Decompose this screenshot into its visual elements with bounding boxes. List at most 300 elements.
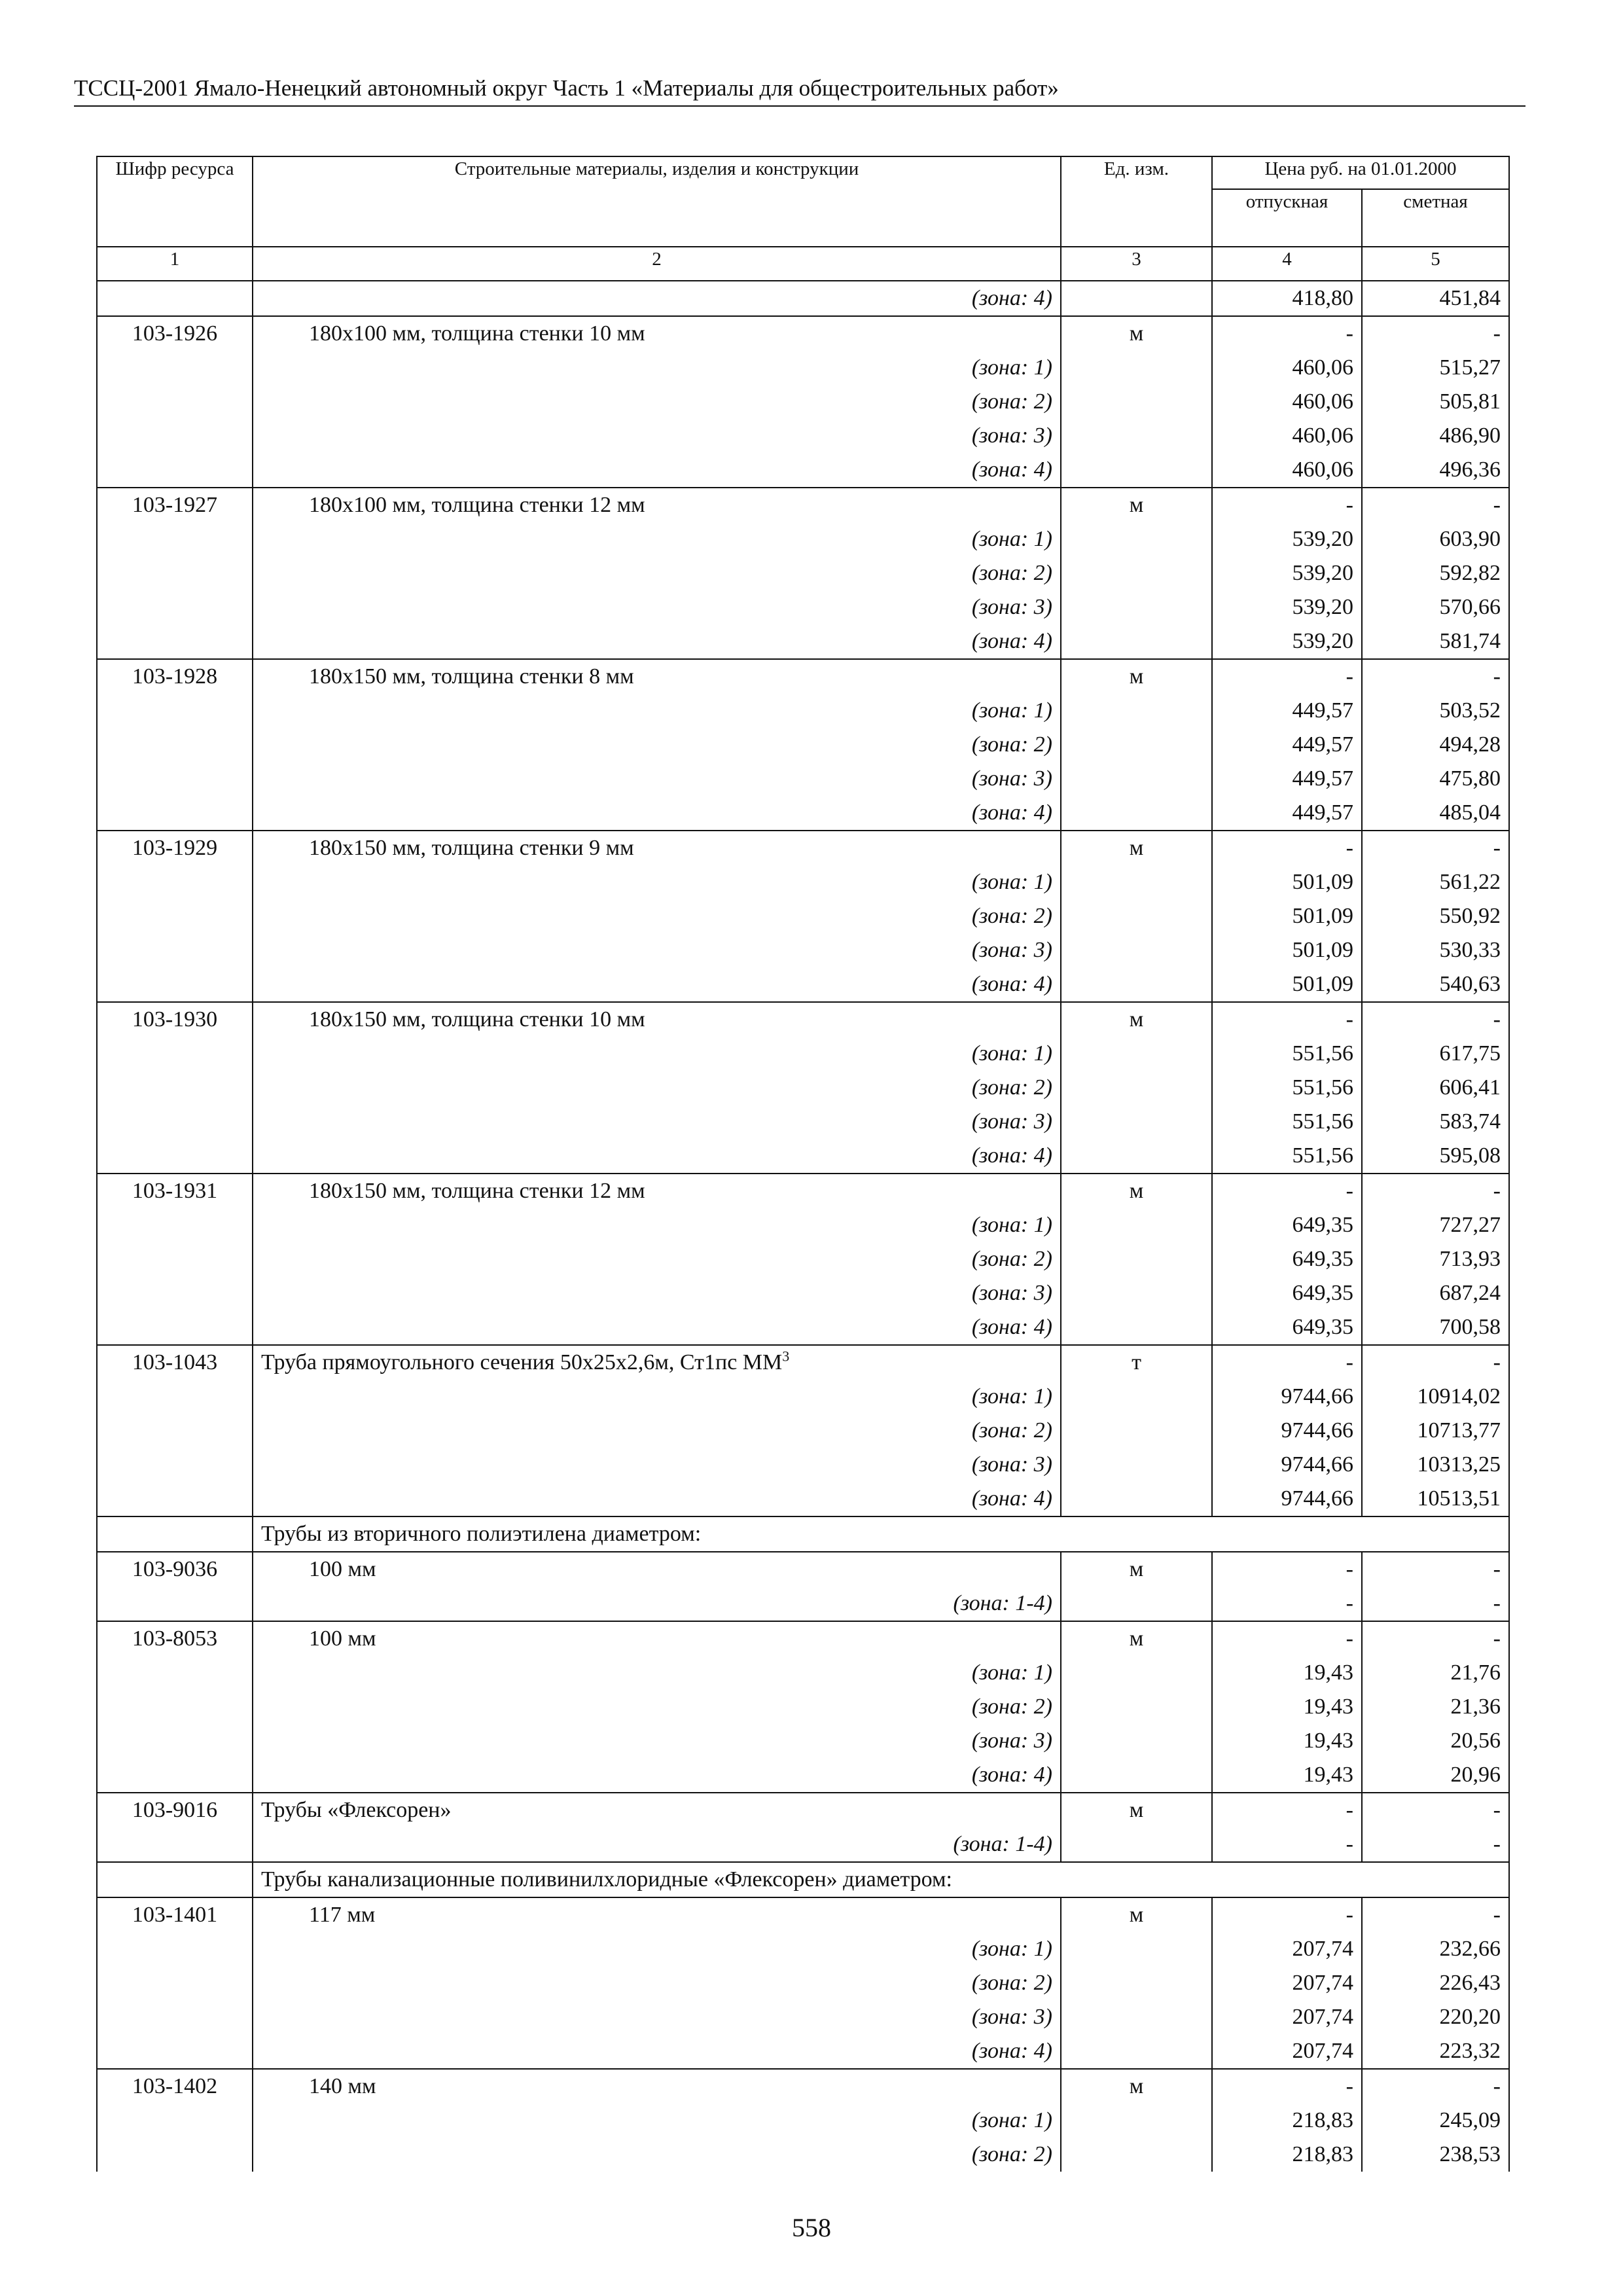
table-row xyxy=(97,385,1509,419)
cell-name: 140 мм xyxy=(253,2069,1061,2104)
col-header-estimate: сметная xyxy=(1362,189,1509,247)
table-row xyxy=(97,590,1509,624)
cell-code xyxy=(97,728,253,762)
cell-release-price: 649,35 xyxy=(1212,1208,1362,1242)
cell-estimate-price: 494,28 xyxy=(1362,728,1509,762)
cell-zone: (зона: 2) xyxy=(253,1966,1061,2000)
cell-estimate-price: 540,63 xyxy=(1362,967,1509,1002)
cell-release-price: 460,06 xyxy=(1212,351,1362,385)
table-row xyxy=(97,1587,1509,1621)
table-row xyxy=(97,1174,1509,1208)
cell-estimate-price: - xyxy=(1362,831,1509,865)
cell-unit: м xyxy=(1061,659,1212,694)
cell-unit xyxy=(1061,728,1212,762)
table-row xyxy=(97,2138,1509,2172)
cell-release-price: 551,56 xyxy=(1212,1037,1362,1071)
cell-zone: (зона: 3) xyxy=(253,1276,1061,1310)
cell-release-price: - xyxy=(1212,1174,1362,1208)
table-row xyxy=(97,1105,1509,1139)
cell-release-price: - xyxy=(1212,1587,1362,1621)
cell-code xyxy=(97,796,253,831)
cell-unit xyxy=(1061,1380,1212,1414)
cell-release-price: 649,35 xyxy=(1212,1310,1362,1345)
table-row xyxy=(97,659,1509,694)
table-row xyxy=(97,2000,1509,2034)
cell-release-price: 501,09 xyxy=(1212,899,1362,933)
cell-unit xyxy=(1061,1071,1212,1105)
cell-name: 180x100 мм, толщина стенки 12 мм xyxy=(253,488,1061,522)
superscript: 3 xyxy=(782,1348,790,1365)
table-row xyxy=(97,762,1509,796)
cell-unit xyxy=(1061,624,1212,659)
cell-estimate-price: - xyxy=(1362,316,1509,351)
cell-estimate-price: 496,36 xyxy=(1362,453,1509,488)
cell-estimate-price: 10313,25 xyxy=(1362,1448,1509,1482)
cell-code xyxy=(97,694,253,728)
cell-unit xyxy=(1061,1724,1212,1758)
table-row xyxy=(97,522,1509,556)
cell-code xyxy=(97,1208,253,1242)
table-body xyxy=(97,281,1509,2172)
cell-estimate-price: 505,81 xyxy=(1362,385,1509,419)
cell-unit: м xyxy=(1061,488,1212,522)
cell-estimate-price: 606,41 xyxy=(1362,1071,1509,1105)
cell-estimate-price: 687,24 xyxy=(1362,1276,1509,1310)
table-row xyxy=(97,1793,1509,1827)
cell-unit xyxy=(1061,796,1212,831)
table-row xyxy=(97,1345,1509,1380)
cell-name: 180x150 мм, толщина стенки 12 мм xyxy=(253,1174,1061,1208)
cell-zone: (зона: 4) xyxy=(253,281,1061,316)
cell-zone: (зона: 1-4) xyxy=(253,1827,1061,1862)
cell-zone: (зона: 1) xyxy=(253,1037,1061,1071)
cell-code xyxy=(97,1310,253,1345)
table-row xyxy=(97,1827,1509,1862)
cell-unit xyxy=(1061,2138,1212,2172)
cell-estimate-price: 570,66 xyxy=(1362,590,1509,624)
cell-zone: (зона: 2) xyxy=(253,385,1061,419)
cell-release-price: 207,74 xyxy=(1212,1932,1362,1966)
cell-unit: т xyxy=(1061,1345,1212,1380)
cell-release-price: 649,35 xyxy=(1212,1242,1362,1276)
table-row xyxy=(97,1966,1509,2000)
cell-zone: (зона: 3) xyxy=(253,762,1061,796)
table-row xyxy=(97,1482,1509,1516)
cell-code: 103-1928 xyxy=(97,659,253,694)
table-row xyxy=(97,796,1509,831)
cell-code xyxy=(97,1724,253,1758)
cell-estimate-price: 21,36 xyxy=(1362,1690,1509,1724)
cell-unit xyxy=(1061,1139,1212,1174)
cell-zone: (зона: 2) xyxy=(253,899,1061,933)
cell-unit xyxy=(1061,1310,1212,1345)
table-row xyxy=(97,1037,1509,1071)
cell-release-price: 207,74 xyxy=(1212,2000,1362,2034)
col-number: 2 xyxy=(253,247,1061,281)
table-row xyxy=(97,2034,1509,2069)
cell-code xyxy=(97,1139,253,1174)
table-head xyxy=(97,156,1509,281)
table-row xyxy=(97,453,1509,488)
cell-code xyxy=(97,1587,253,1621)
cell-name: 180x150 мм, толщина стенки 9 мм xyxy=(253,831,1061,865)
cell-zone: (зона: 2) xyxy=(253,556,1061,590)
cell-unit: м xyxy=(1061,1174,1212,1208)
cell-code xyxy=(97,1105,253,1139)
cell-zone: (зона: 4) xyxy=(253,2034,1061,2069)
table-row xyxy=(97,1242,1509,1276)
cell-unit: м xyxy=(1061,1897,1212,1932)
table-row xyxy=(97,1552,1509,1587)
cell-unit: м xyxy=(1061,2069,1212,2104)
cell-estimate-price: 617,75 xyxy=(1362,1037,1509,1071)
cell-estimate-price: - xyxy=(1362,1587,1509,1621)
header-rule xyxy=(74,105,1525,107)
table-row xyxy=(97,419,1509,453)
cell-unit xyxy=(1061,1448,1212,1482)
cell-code xyxy=(97,1827,253,1862)
cell-estimate-price: - xyxy=(1362,1827,1509,1862)
cell-zone: (зона: 1) xyxy=(253,1208,1061,1242)
cell-code xyxy=(97,2138,253,2172)
col-number: 3 xyxy=(1061,247,1212,281)
cell-unit xyxy=(1061,933,1212,967)
table-row xyxy=(97,728,1509,762)
cell-zone: (зона: 2) xyxy=(253,1071,1061,1105)
cell-code xyxy=(97,419,253,453)
table-row xyxy=(97,316,1509,351)
cell-estimate-price: 20,96 xyxy=(1362,1758,1509,1793)
cell-code xyxy=(97,1516,253,1552)
cell-name xyxy=(253,1345,1061,1380)
cell-code xyxy=(97,2034,253,2069)
cell-estimate-price: - xyxy=(1362,1793,1509,1827)
cell-release-price: 207,74 xyxy=(1212,2034,1362,2069)
cell-code: 103-1929 xyxy=(97,831,253,865)
cell-unit xyxy=(1061,590,1212,624)
cell-zone: (зона: 2) xyxy=(253,1414,1061,1448)
cell-release-price: 19,43 xyxy=(1212,1656,1362,1690)
cell-release-price: 539,20 xyxy=(1212,522,1362,556)
cell-unit xyxy=(1061,1105,1212,1139)
cell-zone: (зона: 2) xyxy=(253,1242,1061,1276)
cell-unit xyxy=(1061,1966,1212,2000)
cell-code: 103-1930 xyxy=(97,1002,253,1037)
cell-unit xyxy=(1061,762,1212,796)
cell-zone: (зона: 3) xyxy=(253,1448,1061,1482)
cell-zone: (зона: 2) xyxy=(253,1690,1061,1724)
cell-release-price: - xyxy=(1212,1552,1362,1587)
cell-unit xyxy=(1061,556,1212,590)
cell-code xyxy=(97,1932,253,1966)
cell-unit: м xyxy=(1061,831,1212,865)
cell-unit xyxy=(1061,351,1212,385)
cell-code xyxy=(97,865,253,899)
cell-estimate-price: 20,56 xyxy=(1362,1724,1509,1758)
cell-zone: (зона: 4) xyxy=(253,1139,1061,1174)
section-title: Трубы из вторичного полиэтилена диаметром: xyxy=(253,1516,1509,1552)
table-row xyxy=(97,1139,1509,1174)
cell-name: 180x150 мм, толщина стенки 8 мм xyxy=(253,659,1061,694)
cell-code xyxy=(97,1482,253,1516)
cell-code xyxy=(97,1690,253,1724)
cell-unit: м xyxy=(1061,1002,1212,1037)
cell-zone: (зона: 3) xyxy=(253,1724,1061,1758)
table-row xyxy=(97,1071,1509,1105)
cell-estimate-price: 583,74 xyxy=(1362,1105,1509,1139)
cell-zone: (зона: 1) xyxy=(253,694,1061,728)
cell-zone: (зона: 4) xyxy=(253,967,1061,1002)
cell-estimate-price: 223,32 xyxy=(1362,2034,1509,2069)
page-header: ТССЦ-2001 Ямало-Ненецкий автономный округ Часть 1 «Материалы для общестроительных работ» xyxy=(74,75,1059,101)
table-row xyxy=(97,1621,1509,1656)
cell-code xyxy=(97,1862,253,1897)
cell-release-price: 218,83 xyxy=(1212,2104,1362,2138)
cell-release-price: 418,80 xyxy=(1212,281,1362,316)
cell-release-price: 449,57 xyxy=(1212,762,1362,796)
cell-estimate-price: - xyxy=(1362,1897,1509,1932)
cell-unit xyxy=(1061,522,1212,556)
table-row xyxy=(97,1724,1509,1758)
cell-code xyxy=(97,2104,253,2138)
cell-code xyxy=(97,624,253,659)
cell-release-price: - xyxy=(1212,1827,1362,1862)
cell-code xyxy=(97,933,253,967)
cell-estimate-price: 581,74 xyxy=(1362,624,1509,659)
cell-code xyxy=(97,1242,253,1276)
cell-release-price: 19,43 xyxy=(1212,1758,1362,1793)
cell-code xyxy=(97,351,253,385)
cell-code: 103-1927 xyxy=(97,488,253,522)
cell-release-price: 539,20 xyxy=(1212,590,1362,624)
cell-code: 103-1043 xyxy=(97,1345,253,1380)
table-row xyxy=(97,1002,1509,1037)
cell-code xyxy=(97,1448,253,1482)
table-row xyxy=(97,1208,1509,1242)
cell-estimate-price: 232,66 xyxy=(1362,1932,1509,1966)
cell-code xyxy=(97,590,253,624)
table-row xyxy=(97,1932,1509,1966)
cell-unit xyxy=(1061,899,1212,933)
cell-release-price: - xyxy=(1212,1793,1362,1827)
cell-estimate-price: 21,76 xyxy=(1362,1656,1509,1690)
table-row xyxy=(97,556,1509,590)
cell-zone: (зона: 2) xyxy=(253,2138,1061,2172)
cell-zone: (зона: 1) xyxy=(253,1656,1061,1690)
cell-release-price: 460,06 xyxy=(1212,453,1362,488)
cell-estimate-price: - xyxy=(1362,488,1509,522)
cell-zone: (зона: 3) xyxy=(253,419,1061,453)
cell-unit xyxy=(1061,1276,1212,1310)
cell-name: 100 мм xyxy=(253,1552,1061,1587)
cell-zone: (зона: 3) xyxy=(253,590,1061,624)
table-row xyxy=(97,1380,1509,1414)
cell-estimate-price: 595,08 xyxy=(1362,1139,1509,1174)
table-row xyxy=(97,2104,1509,2138)
table-row xyxy=(97,1414,1509,1448)
cell-unit xyxy=(1061,2034,1212,2069)
cell-release-price: 449,57 xyxy=(1212,694,1362,728)
cell-estimate-price: 530,33 xyxy=(1362,933,1509,967)
cell-code xyxy=(97,1380,253,1414)
col-header-unit: Ед. изм. xyxy=(1061,156,1212,247)
cell-release-price: 501,09 xyxy=(1212,865,1362,899)
cell-code xyxy=(97,281,253,316)
cell-unit xyxy=(1061,281,1212,316)
cell-estimate-price: 503,52 xyxy=(1362,694,1509,728)
col-header-code: Шифр ресурса xyxy=(97,156,253,247)
cell-code xyxy=(97,1966,253,2000)
cell-zone: (зона: 3) xyxy=(253,1105,1061,1139)
cell-estimate-price: - xyxy=(1362,1621,1509,1656)
cell-code xyxy=(97,453,253,488)
cell-unit xyxy=(1061,1208,1212,1242)
cell-code: 103-1401 xyxy=(97,1897,253,1932)
table-row xyxy=(97,865,1509,899)
col-number: 4 xyxy=(1212,247,1362,281)
cell-zone: (зона: 4) xyxy=(253,624,1061,659)
cell-zone: (зона: 1-4) xyxy=(253,1587,1061,1621)
cell-unit: м xyxy=(1061,316,1212,351)
table-row xyxy=(97,488,1509,522)
page-number: 558 xyxy=(792,2213,831,2242)
cell-unit xyxy=(1061,1482,1212,1516)
cell-release-price: 539,20 xyxy=(1212,556,1362,590)
cell-zone: (зона: 4) xyxy=(253,796,1061,831)
cell-zone: (зона: 3) xyxy=(253,2000,1061,2034)
cell-unit xyxy=(1061,694,1212,728)
cell-estimate-price: 485,04 xyxy=(1362,796,1509,831)
cell-code xyxy=(97,967,253,1002)
cell-code xyxy=(97,1414,253,1448)
cell-code xyxy=(97,2000,253,2034)
cell-estimate-price: 238,53 xyxy=(1362,2138,1509,2172)
cell-zone: (зона: 4) xyxy=(253,453,1061,488)
cell-unit: м xyxy=(1061,1552,1212,1587)
cell-release-price: 551,56 xyxy=(1212,1105,1362,1139)
cell-estimate-price: 603,90 xyxy=(1362,522,1509,556)
cell-release-price: 551,56 xyxy=(1212,1139,1362,1174)
cell-name: 180x150 мм, толщина стенки 10 мм xyxy=(253,1002,1061,1037)
cell-unit xyxy=(1061,865,1212,899)
cell-code xyxy=(97,385,253,419)
cell-estimate-price: 550,92 xyxy=(1362,899,1509,933)
table-row xyxy=(97,694,1509,728)
cell-unit xyxy=(1061,1037,1212,1071)
cell-estimate-price: 486,90 xyxy=(1362,419,1509,453)
cell-code xyxy=(97,1071,253,1105)
table-row xyxy=(97,1758,1509,1793)
section-title: Трубы канализационные поливинилхлоридные «Флексорен» диаметром: xyxy=(253,1862,1509,1897)
table-row xyxy=(97,351,1509,385)
cell-estimate-price: 592,82 xyxy=(1362,556,1509,590)
table-row xyxy=(97,1656,1509,1690)
table-row xyxy=(97,899,1509,933)
cell-release-price: - xyxy=(1212,659,1362,694)
cell-release-price: 649,35 xyxy=(1212,1276,1362,1310)
cell-release-price: 9744,66 xyxy=(1212,1380,1362,1414)
col-header-release: отпускная xyxy=(1212,189,1362,247)
table-row xyxy=(97,1897,1509,1932)
cell-code xyxy=(97,1758,253,1793)
cell-estimate-price: 727,27 xyxy=(1362,1208,1509,1242)
cell-unit: м xyxy=(1061,1793,1212,1827)
cell-unit xyxy=(1061,2000,1212,2034)
cell-unit xyxy=(1061,1587,1212,1621)
cell-estimate-price: - xyxy=(1362,659,1509,694)
col-header-price: Цена руб. на 01.01.2000 xyxy=(1212,156,1509,189)
cell-estimate-price: 700,58 xyxy=(1362,1310,1509,1345)
cell-release-price: 501,09 xyxy=(1212,967,1362,1002)
cell-estimate-price: 515,27 xyxy=(1362,351,1509,385)
cell-name: 117 мм xyxy=(253,1897,1061,1932)
cell-zone: (зона: 1) xyxy=(253,865,1061,899)
cell-release-price: 207,74 xyxy=(1212,1966,1362,2000)
cell-zone: (зона: 1) xyxy=(253,2104,1061,2138)
cell-unit xyxy=(1061,2104,1212,2138)
section-row xyxy=(97,1516,1509,1552)
table-row xyxy=(97,933,1509,967)
cell-release-price: - xyxy=(1212,1897,1362,1932)
cell-zone: (зона: 1) xyxy=(253,1932,1061,1966)
cell-estimate-price: - xyxy=(1362,1552,1509,1587)
cell-code xyxy=(97,1037,253,1071)
cell-release-price: 449,57 xyxy=(1212,796,1362,831)
cell-unit xyxy=(1061,1656,1212,1690)
table-row xyxy=(97,281,1509,316)
table-row xyxy=(97,1276,1509,1310)
cell-estimate-price: 220,20 xyxy=(1362,2000,1509,2034)
table-row xyxy=(97,1690,1509,1724)
cell-zone: (зона: 4) xyxy=(253,1482,1061,1516)
cell-estimate-price: 10914,02 xyxy=(1362,1380,1509,1414)
cell-unit xyxy=(1061,385,1212,419)
cell-release-price: 19,43 xyxy=(1212,1690,1362,1724)
col-number: 5 xyxy=(1362,247,1509,281)
cell-unit xyxy=(1061,1932,1212,1966)
cell-zone: (зона: 2) xyxy=(253,728,1061,762)
cell-unit xyxy=(1061,419,1212,453)
cell-name: Трубы «Флексорен» xyxy=(253,1793,1061,1827)
col-header-name: Строительные материалы, изделия и конструкции xyxy=(253,156,1061,247)
cell-name-text: Труба прямоугольного сечения 50x25x2,6м, Ст1пс ММ xyxy=(261,1350,783,1374)
cell-release-price: 460,06 xyxy=(1212,385,1362,419)
cell-estimate-price: 10513,51 xyxy=(1362,1482,1509,1516)
table-row xyxy=(97,831,1509,865)
cell-unit xyxy=(1061,1242,1212,1276)
cell-release-price: 218,83 xyxy=(1212,2138,1362,2172)
cell-release-price: - xyxy=(1212,831,1362,865)
table-row xyxy=(97,2069,1509,2104)
cell-release-price: 19,43 xyxy=(1212,1724,1362,1758)
cell-code xyxy=(97,1656,253,1690)
cell-unit: м xyxy=(1061,1621,1212,1656)
cell-code xyxy=(97,762,253,796)
cell-release-price: 9744,66 xyxy=(1212,1414,1362,1448)
cell-estimate-price: 475,80 xyxy=(1362,762,1509,796)
cell-estimate-price: - xyxy=(1362,1002,1509,1037)
cell-release-price: - xyxy=(1212,2069,1362,2104)
cell-release-price: 460,06 xyxy=(1212,419,1362,453)
cell-code: 103-1931 xyxy=(97,1174,253,1208)
cell-code: 103-9036 xyxy=(97,1552,253,1587)
cell-code: 103-8053 xyxy=(97,1621,253,1656)
cell-estimate-price: 561,22 xyxy=(1362,865,1509,899)
cell-code: 103-1402 xyxy=(97,2069,253,2104)
cell-release-price: - xyxy=(1212,488,1362,522)
cell-unit xyxy=(1061,967,1212,1002)
cell-unit xyxy=(1061,1758,1212,1793)
